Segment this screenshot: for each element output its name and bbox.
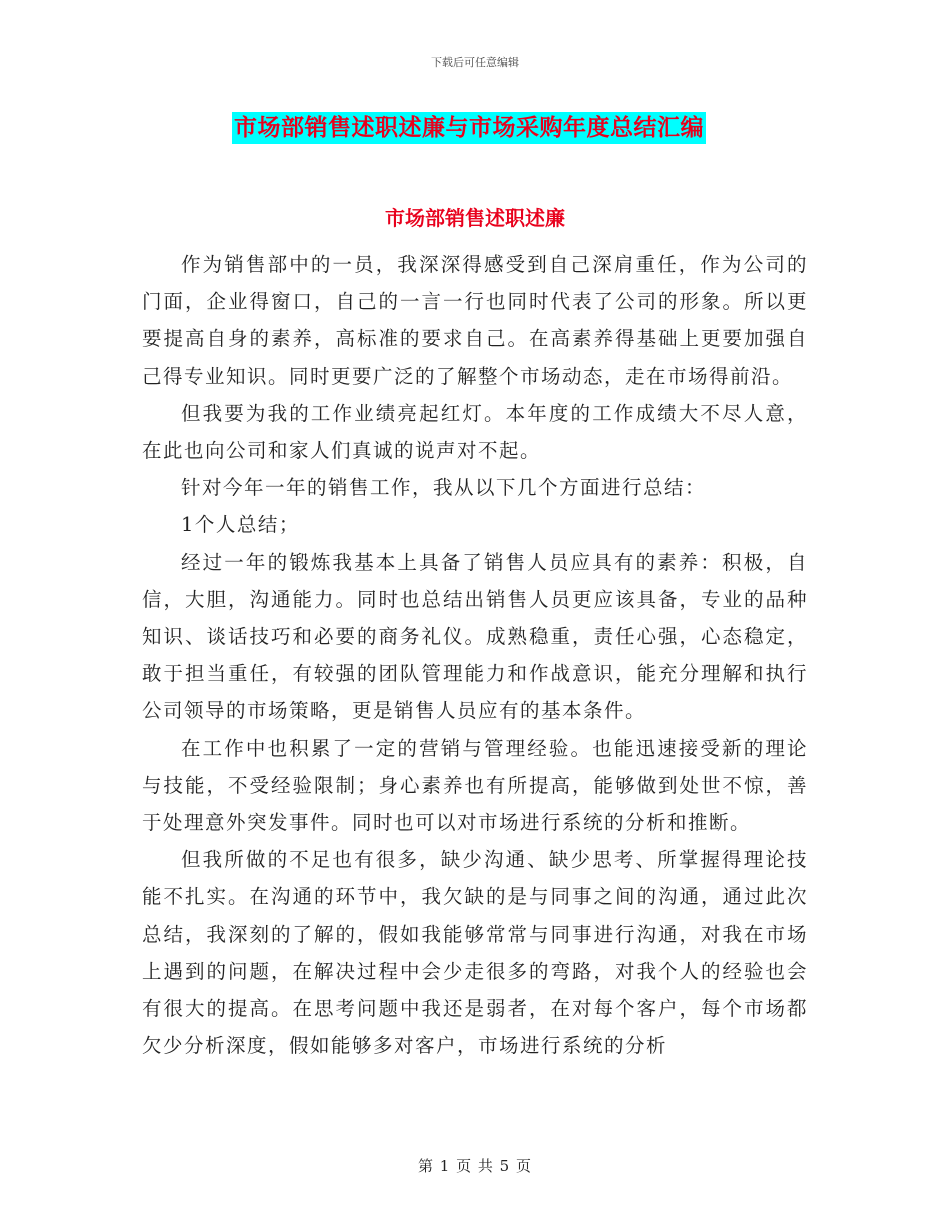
paragraph: 针对今年一年的销售工作，我从以下几个方面进行总结： (181, 476, 707, 500)
paragraph: 在工作中也积累了一定的营销与管理经验。也能迅速接受新的理论与技能，不受经验限制；身心素养也有所提高，能够做到处世不惊，善于处理意外突发事件。同时也可以对市场进行系统的分析和推断。 (142, 736, 808, 835)
document-title-container (232, 112, 706, 144)
section-title: 市场部销售述职述廉 (385, 206, 565, 230)
paragraph: 但我要为我的工作业绩亮起红灯。本年度的工作成绩大不尽人意，在此也向公司和家人们真诚的说声对不起。 (142, 401, 808, 463)
paragraph: 经过一年的锻炼我基本上具备了销售人员应具有的素养：积极，自信，大胆，沟通能力。同时也总结出销售人员更应该具备，专业的品种知识、谈话技巧和必要的商务礼仪。成熟稳重，责任心强，心态稳定，敢于担当重任，有较强的团队管理能力和作战意识，能充分理解和执行公司领导的市场策略，更是销售人员应有的基本条件。 (142, 550, 808, 723)
header-note: 下载后可任意编辑 (431, 56, 519, 69)
paragraph: 但我所做的不足也有很多，缺少沟通、缺少思考、所掌握得理论技能不扎实。在沟通的环节中，我欠缺的是与同事之间的沟通，通过此次总结，我深刻的了解的，假如我能够常常与同事进行沟通，对我在市场上遇到的问题，在解决过程中会少走很多的弯路，对我个人的经验也会有很大的提高。在思考问题中我还是弱者，在对每个客户，每个市场都欠少分析深度，假如能够多对客户，市场进行系统的分析 (142, 848, 808, 1058)
paragraph: 1个人总结； (181, 513, 300, 537)
document-body (142, 246, 808, 1064)
page-number-footer: 第 1 页 共 5 页 (418, 1157, 532, 1175)
paragraph: 作为销售部中的一员，我深深得感受到自己深肩重任，作为公司的门面，企业得窗口，自己的一言一行也同时代表了公司的形象。所以更要提高自身的素养，高标准的要求自己。在高素养得基础上更要加强自己得专业知识。同时更要广泛的了解整个市场动态，走在市场得前沿。 (142, 253, 808, 388)
document-title: 市场部销售述职述廉与市场采购年度总结汇编 (232, 112, 706, 144)
